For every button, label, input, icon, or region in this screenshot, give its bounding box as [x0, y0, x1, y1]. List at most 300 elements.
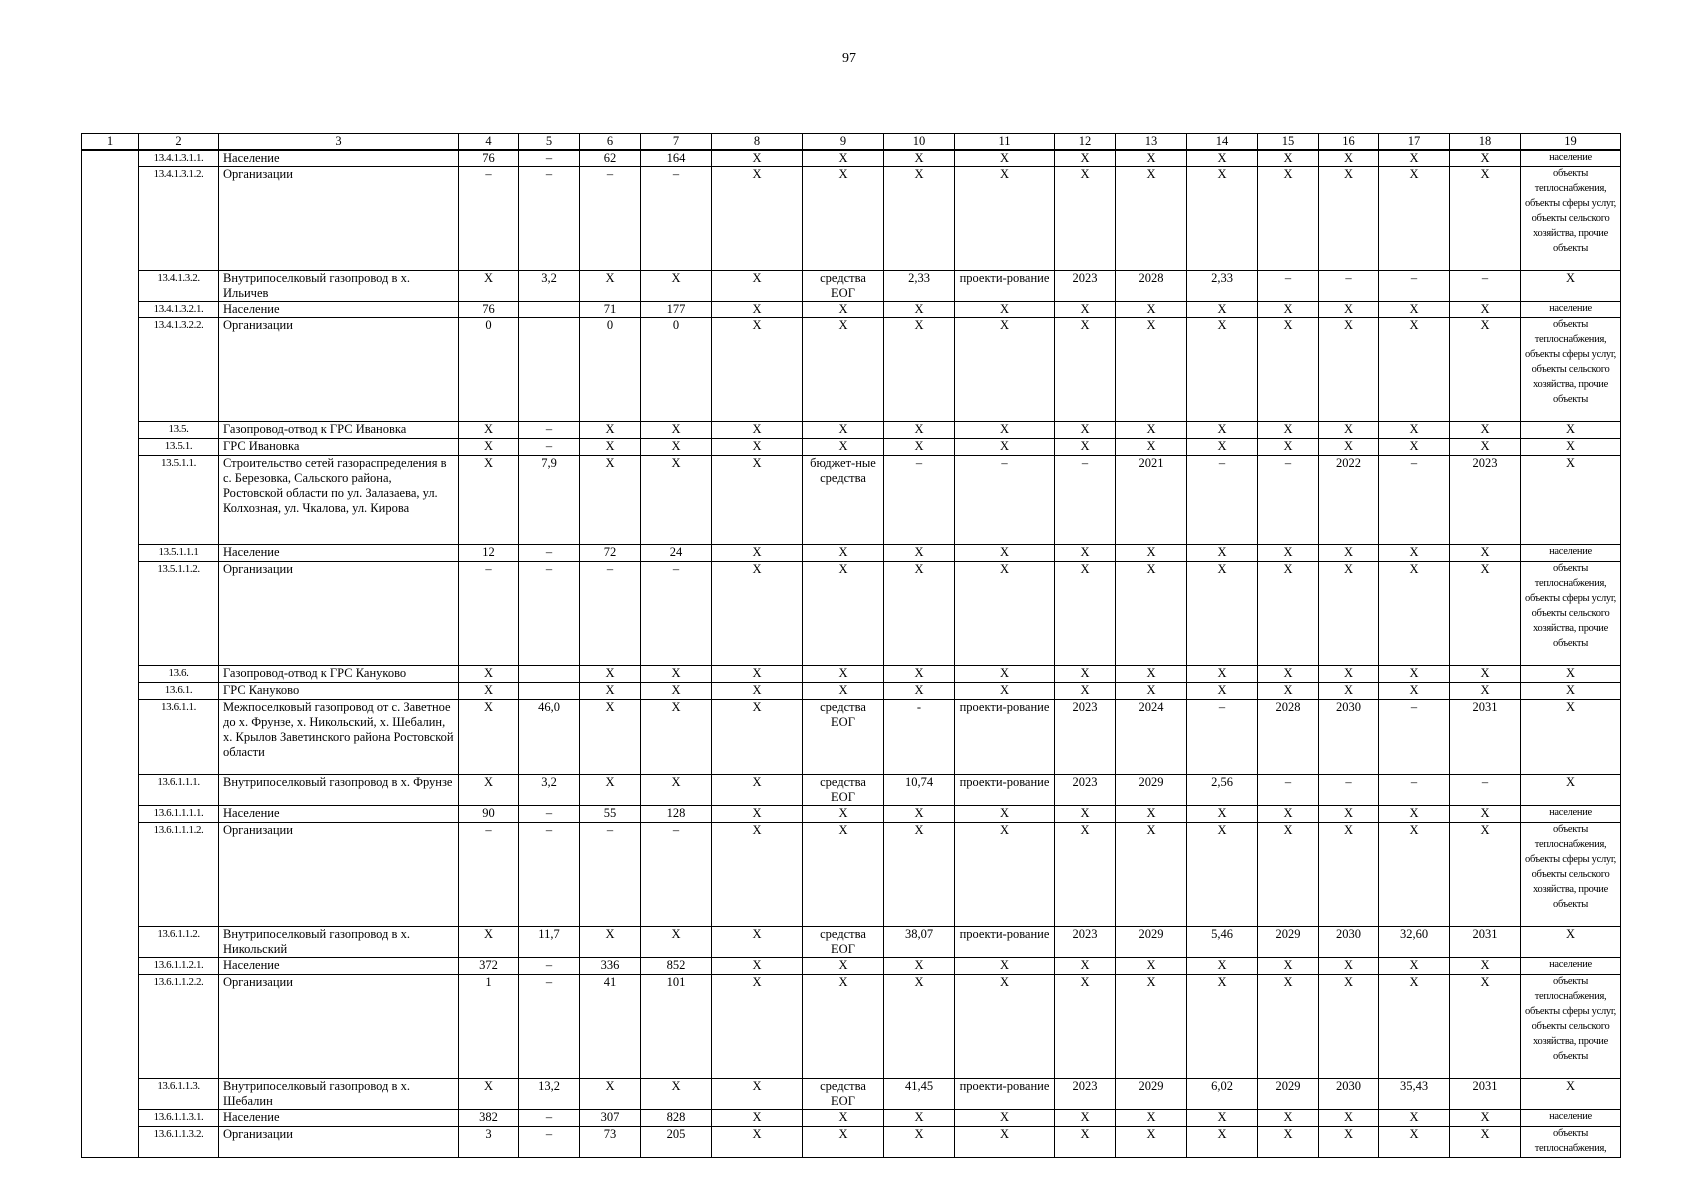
table-cell: X: [1055, 1127, 1116, 1158]
table-cell: 12: [459, 545, 519, 562]
table-cell: X: [1521, 1079, 1621, 1110]
column-header: 5: [519, 134, 580, 151]
table-cell: 72: [580, 545, 641, 562]
table-cell: X: [955, 823, 1055, 927]
table-cell: X: [1187, 562, 1258, 666]
table-cell: 372: [459, 958, 519, 975]
table-cell: X: [1055, 318, 1116, 422]
table-cell: 2031: [1450, 927, 1521, 958]
table-cell: –: [519, 439, 580, 456]
table-cell: X: [1258, 975, 1319, 1079]
table-cell: X: [1319, 683, 1379, 700]
table-cell: 2029: [1258, 927, 1319, 958]
table-cell: X: [1258, 1110, 1319, 1127]
table-cell: –: [1450, 775, 1521, 806]
table-cell: 852: [641, 958, 712, 975]
table-cell: 2023: [1450, 456, 1521, 545]
table-cell: проекти-рование: [955, 927, 1055, 958]
table-cell: X: [1258, 683, 1319, 700]
table-cell: 41: [580, 975, 641, 1079]
table-cell: X: [1319, 806, 1379, 823]
row-name: Население: [219, 1110, 459, 1127]
row-name: Население: [219, 302, 459, 318]
row-name: Организации: [219, 167, 459, 271]
table-cell: X: [712, 1079, 803, 1110]
table-cell: X: [884, 683, 955, 700]
table-cell: –: [519, 958, 580, 975]
table-cell: X: [1319, 150, 1379, 167]
row-code: 13.6.: [139, 666, 219, 683]
table-cell: –: [641, 167, 712, 271]
table-cell: X: [803, 823, 884, 927]
table-cell: X: [1187, 302, 1258, 318]
table-cell: X: [1379, 318, 1450, 422]
table-cell: [519, 318, 580, 422]
table-cell: X: [884, 302, 955, 318]
table-cell: -: [884, 700, 955, 775]
table-cell: X: [1379, 1110, 1450, 1127]
row-name: Межпоселковый газопровод от с. Заветное до х. Фрунзе, х. Никольский, х. Шебалин, х. Крылов Заветинского района Ростовской области: [219, 700, 459, 775]
table-cell: X: [1055, 439, 1116, 456]
table-cell: 2030: [1319, 700, 1379, 775]
table-cell: X: [1379, 302, 1450, 318]
table-cell: X: [580, 700, 641, 775]
table-cell: X: [955, 150, 1055, 167]
column-header: 11: [955, 134, 1055, 151]
table-cell: 2023: [1055, 775, 1116, 806]
table-cell: X: [884, 318, 955, 422]
table-cell: –: [1258, 456, 1319, 545]
table-cell: X: [1379, 683, 1450, 700]
table-cell: X: [1319, 958, 1379, 975]
table-cell: X: [1450, 562, 1521, 666]
table-cell: X: [1258, 545, 1319, 562]
row-name: Строительство сетей газораспределения в с. Березовка, Сальского района, Ростовской области по ул. Залазаева, ул. Колхозная, ул. Чкалова, ул. Кирова: [219, 456, 459, 545]
group-cell: [82, 150, 139, 1157]
table-cell: X: [803, 1110, 884, 1127]
table-cell: X: [1055, 975, 1116, 1079]
table-cell: X: [712, 823, 803, 927]
table-cell: X: [1258, 823, 1319, 927]
table-cell: X: [1116, 958, 1187, 975]
table-cell: 2023: [1055, 271, 1116, 302]
table-cell: проекти-рование: [955, 775, 1055, 806]
column-header: 8: [712, 134, 803, 151]
row-name: Организации: [219, 562, 459, 666]
consumer-cell: население: [1521, 545, 1621, 562]
table-cell: X: [1450, 318, 1521, 422]
table-cell: X: [459, 439, 519, 456]
column-header: 10: [884, 134, 955, 151]
table-cell: X: [803, 975, 884, 1079]
table-cell: X: [712, 150, 803, 167]
row-code: 13.5.1.: [139, 439, 219, 456]
row-code: 13.5.1.1.2.: [139, 562, 219, 666]
table-cell: X: [803, 683, 884, 700]
table-cell: X: [1450, 823, 1521, 927]
table-cell: 2031: [1450, 700, 1521, 775]
table-cell: X: [712, 927, 803, 958]
table-cell: X: [884, 1127, 955, 1158]
table-cell: X: [884, 439, 955, 456]
table-cell: X: [1187, 975, 1258, 1079]
table-cell: средства ЕОГ: [803, 1079, 884, 1110]
table-cell: X: [1187, 823, 1258, 927]
table-cell: X: [712, 1127, 803, 1158]
table-cell: X: [459, 422, 519, 439]
row-code: 13.4.1.3.1.2.: [139, 167, 219, 271]
table-row: [82, 439, 1621, 456]
table-cell: X: [1450, 683, 1521, 700]
table-cell: 2,33: [884, 271, 955, 302]
table-cell: X: [459, 456, 519, 545]
table-cell: X: [1521, 422, 1621, 439]
table-cell: 2024: [1116, 700, 1187, 775]
table-cell: X: [1187, 318, 1258, 422]
table-cell: X: [803, 545, 884, 562]
table-cell: 1: [459, 975, 519, 1079]
table-row: [82, 927, 1621, 958]
row-code: 13.6.1.: [139, 683, 219, 700]
table-cell: X: [641, 666, 712, 683]
table-cell: –: [580, 562, 641, 666]
table-cell: X: [1319, 302, 1379, 318]
column-header: 19: [1521, 134, 1621, 151]
table-cell: 2023: [1055, 700, 1116, 775]
table-cell: 3,2: [519, 775, 580, 806]
table-cell: X: [459, 775, 519, 806]
table-cell: X: [1116, 1110, 1187, 1127]
column-header: 14: [1187, 134, 1258, 151]
table-cell: X: [1055, 806, 1116, 823]
table-cell: X: [1450, 439, 1521, 456]
row-name: ГРС Кануково: [219, 683, 459, 700]
table-cell: 0: [459, 318, 519, 422]
table-cell: X: [1521, 456, 1621, 545]
table-cell: –: [519, 422, 580, 439]
table-cell: X: [884, 806, 955, 823]
consumer-cell: объекты теплоснабжения, объекты сферы услуг, объекты сельского хозяйства, прочие объекты: [1521, 318, 1621, 422]
row-name: Внутрипоселковый газопровод в х. Фрунзе: [219, 775, 459, 806]
table-row: [82, 318, 1621, 422]
table-cell: X: [1319, 1110, 1379, 1127]
column-header: 15: [1258, 134, 1319, 151]
table-cell: 71: [580, 302, 641, 318]
table-cell: 10,74: [884, 775, 955, 806]
consumer-cell: население: [1521, 1110, 1621, 1127]
table-cell: –: [459, 823, 519, 927]
table-cell: X: [1450, 150, 1521, 167]
table-cell: X: [955, 975, 1055, 1079]
table-cell: X: [459, 683, 519, 700]
table-cell: X: [580, 456, 641, 545]
table-cell: X: [803, 150, 884, 167]
row-name: Организации: [219, 318, 459, 422]
table-cell: средства ЕОГ: [803, 927, 884, 958]
table-row: [82, 666, 1621, 683]
table-cell: X: [712, 456, 803, 545]
row-name: Внутрипоселковый газопровод в х. Шебалин: [219, 1079, 459, 1110]
table-cell: [519, 683, 580, 700]
table-cell: X: [884, 167, 955, 271]
table-cell: 2022: [1319, 456, 1379, 545]
table-cell: –: [519, 167, 580, 271]
table-cell: X: [955, 806, 1055, 823]
row-code: 13.6.1.1.1.2.: [139, 823, 219, 927]
table-cell: X: [803, 1127, 884, 1158]
table-cell: X: [955, 683, 1055, 700]
table-cell: X: [955, 1110, 1055, 1127]
table-cell: X: [884, 150, 955, 167]
table-cell: X: [641, 700, 712, 775]
table-row: [82, 683, 1621, 700]
table-cell: X: [955, 422, 1055, 439]
table-cell: X: [1319, 545, 1379, 562]
table-cell: 32,60: [1379, 927, 1450, 958]
table-cell: X: [1450, 958, 1521, 975]
table-cell: X: [1521, 666, 1621, 683]
table-cell: [519, 666, 580, 683]
table-cell: X: [1450, 302, 1521, 318]
table-cell: X: [1116, 666, 1187, 683]
table-cell: X: [1055, 167, 1116, 271]
table-cell: 2028: [1258, 700, 1319, 775]
table-cell: X: [1116, 422, 1187, 439]
table-cell: X: [884, 1110, 955, 1127]
table-cell: 90: [459, 806, 519, 823]
table-cell: X: [1450, 167, 1521, 271]
table-cell: 2031: [1450, 1079, 1521, 1110]
table-cell: X: [884, 562, 955, 666]
table-cell: X: [1521, 775, 1621, 806]
table-cell: X: [1116, 806, 1187, 823]
table-cell: –: [519, 545, 580, 562]
table-cell: X: [641, 422, 712, 439]
table-cell: X: [955, 439, 1055, 456]
table-cell: 5,46: [1187, 927, 1258, 958]
table-cell: 0: [641, 318, 712, 422]
column-header: 3: [219, 134, 459, 151]
table-cell: X: [1055, 666, 1116, 683]
table-cell: X: [884, 545, 955, 562]
table-cell: X: [884, 823, 955, 927]
table-row: [82, 456, 1621, 545]
table-cell: X: [1258, 150, 1319, 167]
table-cell: X: [955, 666, 1055, 683]
data-table: [81, 133, 1621, 1158]
table-row: [82, 167, 1621, 271]
table-cell: X: [580, 271, 641, 302]
table-cell: 2030: [1319, 927, 1379, 958]
table-cell: –: [1187, 700, 1258, 775]
column-header: 18: [1450, 134, 1521, 151]
column-header: 7: [641, 134, 712, 151]
row-code: 13.6.1.1.2.2.: [139, 975, 219, 1079]
table-cell: X: [1116, 302, 1187, 318]
table-row: [82, 271, 1621, 302]
table-cell: 336: [580, 958, 641, 975]
row-code: 13.6.1.1.1.: [139, 775, 219, 806]
consumer-cell: объекты теплоснабжения, объекты сферы услуг, объекты сельского хозяйства, прочие объекты: [1521, 823, 1621, 927]
row-code: 13.5.1.1.1: [139, 545, 219, 562]
table-row: [82, 1110, 1621, 1127]
table-cell: X: [1521, 927, 1621, 958]
table-cell: –: [1379, 775, 1450, 806]
table-cell: проекти-рование: [955, 271, 1055, 302]
table-cell: X: [1379, 666, 1450, 683]
table-row: [82, 958, 1621, 975]
row-name: Население: [219, 958, 459, 975]
table-cell: X: [884, 975, 955, 1079]
table-cell: X: [712, 666, 803, 683]
table-cell: 2021: [1116, 456, 1187, 545]
table-cell: X: [1187, 958, 1258, 975]
table-cell: X: [1116, 167, 1187, 271]
table-cell: X: [712, 958, 803, 975]
table-cell: 76: [459, 302, 519, 318]
table-cell: X: [1116, 1127, 1187, 1158]
table-cell: X: [1379, 975, 1450, 1079]
table-cell: X: [712, 683, 803, 700]
table-cell: X: [1521, 439, 1621, 456]
table-row: [82, 823, 1621, 927]
table-row: [82, 806, 1621, 823]
table-row: [82, 1079, 1621, 1110]
table-cell: X: [712, 806, 803, 823]
table-cell: –: [519, 150, 580, 167]
table-cell: X: [459, 666, 519, 683]
table-cell: X: [641, 1079, 712, 1110]
table-cell: 2030: [1319, 1079, 1379, 1110]
table-cell: 164: [641, 150, 712, 167]
table-row: [82, 545, 1621, 562]
row-name: Население: [219, 806, 459, 823]
table-cell: X: [580, 775, 641, 806]
table-cell: X: [1319, 666, 1379, 683]
consumer-cell: объекты теплоснабжения, объекты сферы услуг, объекты сельского хозяйства, прочие объекты: [1521, 562, 1621, 666]
table-cell: X: [712, 422, 803, 439]
table-cell: X: [1319, 975, 1379, 1079]
table-cell: 38,07: [884, 927, 955, 958]
table-cell: [519, 302, 580, 318]
table-cell: X: [955, 545, 1055, 562]
row-name: Газопровод-отвод к ГРС Ивановка: [219, 422, 459, 439]
table-cell: X: [1379, 1127, 1450, 1158]
table-cell: X: [884, 422, 955, 439]
table-cell: X: [1379, 806, 1450, 823]
consumer-cell: объекты теплоснабжения, объекты сферы услуг, объекты сельского хозяйства, прочие объекты: [1521, 975, 1621, 1079]
table-cell: –: [641, 562, 712, 666]
table-cell: X: [1379, 958, 1450, 975]
table-cell: 35,43: [1379, 1079, 1450, 1110]
table-cell: проекти-рование: [955, 700, 1055, 775]
row-code: 13.6.1.1.: [139, 700, 219, 775]
table-cell: X: [1379, 150, 1450, 167]
table-cell: X: [1187, 683, 1258, 700]
table-row: [82, 422, 1621, 439]
table-cell: X: [803, 167, 884, 271]
table-cell: X: [1187, 167, 1258, 271]
table-cell: X: [1116, 975, 1187, 1079]
table-cell: X: [580, 439, 641, 456]
column-header: 12: [1055, 134, 1116, 151]
row-name: Организации: [219, 975, 459, 1079]
table-cell: –: [641, 823, 712, 927]
table-cell: X: [1450, 545, 1521, 562]
table-cell: 2028: [1116, 271, 1187, 302]
table-cell: X: [1319, 439, 1379, 456]
table-cell: 2029: [1258, 1079, 1319, 1110]
table-cell: X: [580, 666, 641, 683]
table-cell: проекти-рование: [955, 1079, 1055, 1110]
table-cell: 7,9: [519, 456, 580, 545]
table-cell: X: [1319, 167, 1379, 271]
table-cell: X: [1055, 683, 1116, 700]
table-cell: X: [1116, 150, 1187, 167]
table-cell: X: [1055, 823, 1116, 927]
table-cell: X: [1055, 302, 1116, 318]
row-code: 13.6.1.1.2.1.: [139, 958, 219, 975]
table-cell: X: [803, 439, 884, 456]
table-cell: X: [712, 271, 803, 302]
table-cell: X: [1450, 1127, 1521, 1158]
row-name: Население: [219, 150, 459, 167]
table-cell: X: [1450, 975, 1521, 1079]
table-cell: 3: [459, 1127, 519, 1158]
table-cell: X: [1450, 1110, 1521, 1127]
table-cell: 41,45: [884, 1079, 955, 1110]
table-cell: 0: [580, 318, 641, 422]
table-cell: –: [580, 167, 641, 271]
table-cell: X: [641, 927, 712, 958]
table-cell: X: [1055, 958, 1116, 975]
table-cell: X: [580, 683, 641, 700]
table-cell: X: [955, 318, 1055, 422]
table-cell: –: [884, 456, 955, 545]
table-cell: X: [641, 775, 712, 806]
table-cell: 101: [641, 975, 712, 1079]
table-cell: X: [1379, 439, 1450, 456]
table-cell: X: [712, 1110, 803, 1127]
table-cell: X: [884, 958, 955, 975]
table-cell: –: [1379, 700, 1450, 775]
page-number: 97: [842, 51, 856, 66]
row-code: 13.6.1.1.3.1.: [139, 1110, 219, 1127]
table-cell: –: [1379, 271, 1450, 302]
table-cell: X: [1116, 823, 1187, 927]
table-cell: 73: [580, 1127, 641, 1158]
table-cell: X: [580, 927, 641, 958]
table-cell: X: [1521, 271, 1621, 302]
table-cell: –: [1187, 456, 1258, 545]
table-cell: X: [1319, 1127, 1379, 1158]
table-cell: X: [1450, 806, 1521, 823]
table-cell: X: [1187, 1110, 1258, 1127]
table-cell: –: [1319, 775, 1379, 806]
table-cell: –: [1055, 456, 1116, 545]
table-cell: X: [1379, 545, 1450, 562]
column-header: 6: [580, 134, 641, 151]
table-cell: X: [803, 958, 884, 975]
column-header: 4: [459, 134, 519, 151]
table-cell: X: [1055, 545, 1116, 562]
table-cell: –: [955, 456, 1055, 545]
table-cell: X: [1116, 562, 1187, 666]
table-row: [82, 562, 1621, 666]
table-cell: X: [712, 700, 803, 775]
table-cell: X: [1379, 823, 1450, 927]
table-cell: 3,2: [519, 271, 580, 302]
